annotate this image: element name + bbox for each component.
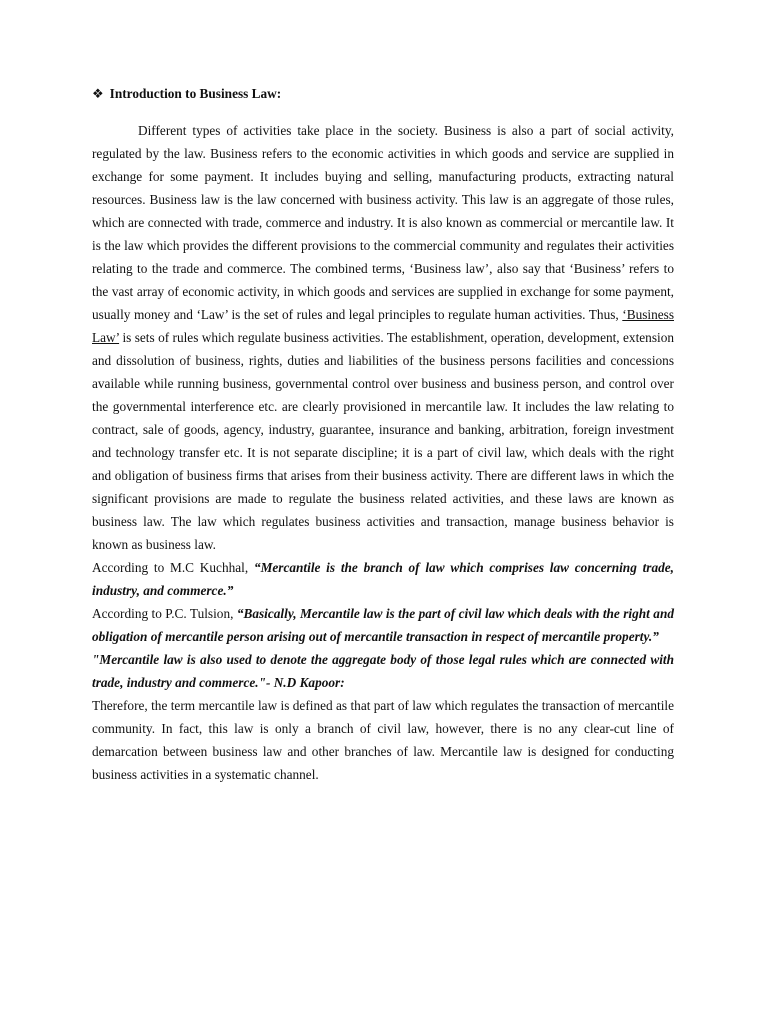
- kuchhal-lead: According to M.C Kuchhal,: [92, 560, 254, 575]
- section-title: Introduction to Business Law:: [109, 86, 282, 101]
- underlined-term: ‘Business Law’: [92, 307, 674, 345]
- document-body: [92, 119, 674, 786]
- kuchhal-quote: “Mercantile is the branch of law which comprises law concerning trade, industry, and commerce.”: [92, 560, 674, 598]
- conclusion-paragraph: Therefore, the term mercantile law is defined as that part of law which regulates the transaction of mercantile community. In fact, this law is only a branch of civil law, however, there is no any clear-cut line of demarcation between business law and other branches of law. Mercantile law is designed for conducting business activities in a systematic channel.: [92, 698, 674, 782]
- diamond-bullet-icon: ❖: [92, 86, 104, 101]
- kapoor-quote-paragraph: "Mercantile law is also used to denote the aggregate body of those legal rules which are connected with trade, industry and commerce."- N.D Kapoor:: [92, 652, 674, 690]
- tulsion-quote-paragraph: [92, 602, 674, 648]
- intro-text-part1: Different types of activities take place in the society. Business is also a part of social activity, regulated by the law. Business refers to the economic activities in which goods and service are supplied in exchange for some payment. It includes buying and selling, manufacturing products, extracting natural resources. Business law is the law concerned with business activity. This law is an aggregate of those rules, which are connected with trade, commerce and industry. It is also known as commercial or mercantile law. It is the law which provides the different provisions to the commercial community and regulates their activities relating to the trade and commerce. The combined terms, ‘Business law’, also say that ‘Business’ refers to the vast array of economic activity, in which goods and services are supplied in exchange for some payment, usually money and ‘Law’ is the set of rules and legal principles to regulate human activities. Thus,: [92, 123, 674, 322]
- tulsion-lead: According to P.C. Tulsion,: [92, 606, 237, 621]
- intro-text-part2: is sets of rules which regulate business activities. The establishment, operation, development, extension and dissolution of business, rights, duties and liabilities of the business persons facilities and concessions available while running business, governmental control over business and business person, and control over the governmental interference etc. are clearly provisioned in mercantile law. It includes the law relating to contract, sale of goods, agency, industry, guarantee, insurance and banking, arbitration, foreign investment and technology transfer etc. It is not separate discipline; it is a part of civil law, which deals with the right and obligation of business firms that arises from their business activity. There are different laws in which the significant provisions are made to regulate the business related activities, and these laws are known as business law. The law which regulates business activities and transaction, manage business behavior is known as business law.: [92, 330, 674, 552]
- intro-paragraph: [92, 119, 674, 556]
- kuchhal-quote-paragraph: [92, 556, 674, 602]
- tulsion-quote: “Basically, Mercantile law is the part of civil law which deals with the right and obligation of mercantile person arising out of mercantile transaction in respect of mercantile property.”: [92, 606, 674, 644]
- section-heading: [92, 86, 281, 102]
